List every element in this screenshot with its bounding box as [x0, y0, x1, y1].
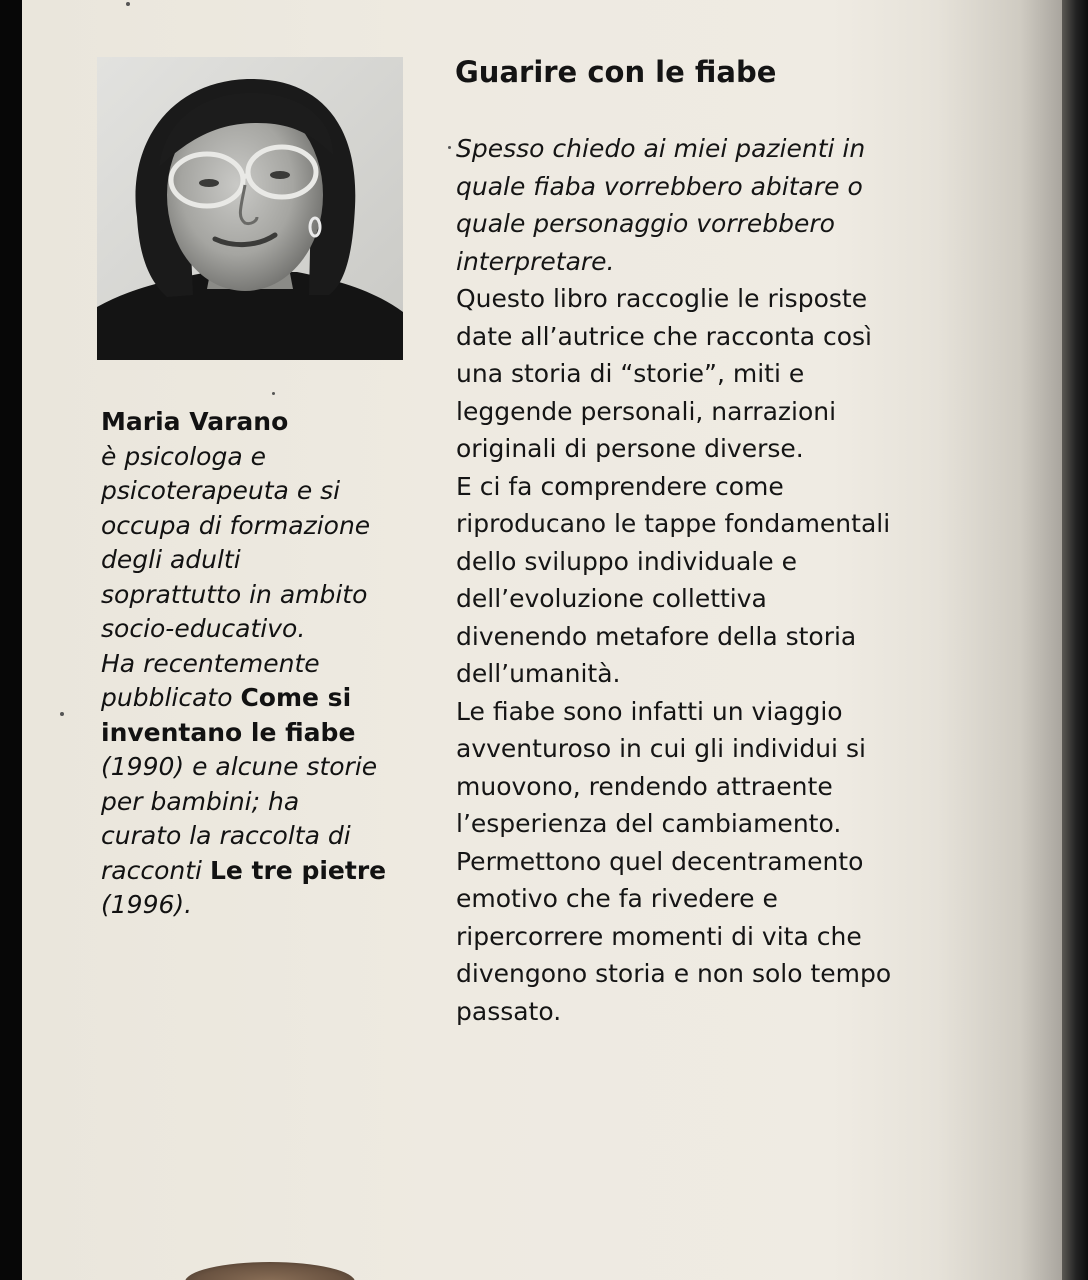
- blurb: [456, 130, 1016, 1030]
- bio-line: occupa di formazione: [101, 510, 371, 540]
- body-line: l’esperienza del cambiamento.: [456, 809, 842, 838]
- bio-line: [101, 854, 421, 889]
- bio-line: Ha recentemente: [101, 648, 320, 678]
- body-line: dell’umanità.: [456, 659, 621, 688]
- book-title-heading: Guarire con le fiabe: [455, 55, 777, 89]
- book-title: inventano le fiabe: [101, 717, 356, 747]
- intro-line: quale fiaba vorrebbero abitare o: [456, 171, 863, 201]
- book-title: Come si: [240, 683, 352, 712]
- intro-line: Spesso chiedo ai miei pazienti in: [456, 134, 866, 163]
- bio-line: è psicologa e: [101, 441, 266, 471]
- bio-text: pubblicato: [101, 683, 241, 712]
- bio-line: per bambini; ha: [101, 786, 300, 816]
- dust-speck: [60, 712, 64, 716]
- book-title: Le tre pietre: [209, 855, 387, 885]
- scan-left-edge: [0, 0, 22, 1280]
- body-line: avventuroso in cui gli individui si: [456, 734, 866, 763]
- body-line: divengono storia e non solo tempo: [456, 959, 892, 988]
- body-line: leggende personali, narrazioni: [456, 396, 837, 426]
- body-line: riproducano le tappe fondamentali: [456, 509, 891, 538]
- bio-line: (1996).: [101, 890, 193, 919]
- body-line: Permettono quel decentramento: [456, 846, 864, 876]
- body-line: ripercorrere momenti di vita che: [456, 921, 862, 951]
- dust-speck: [448, 146, 451, 149]
- body-line: E ci fa comprendere come: [456, 471, 784, 501]
- intro-line: interpretare.: [456, 246, 615, 276]
- bio-line: psicoterapeuta e si: [101, 476, 341, 505]
- bio-text: racconti: [101, 855, 210, 885]
- body-line: date all’autrice che racconta così: [456, 321, 872, 351]
- book-spine-shadow: [1062, 0, 1088, 1280]
- body-line: passato.: [456, 996, 562, 1026]
- body-line: originali di persone diverse.: [456, 434, 804, 463]
- body-line: emotivo che fa rivedere e: [456, 884, 778, 913]
- body-line: dell’evoluzione collettiva: [456, 584, 767, 613]
- body-line: Questo libro raccoglie le risposte: [456, 284, 868, 313]
- bio-line: degli adulti: [101, 545, 241, 574]
- body-line: dello sviluppo individuale e: [456, 546, 797, 576]
- body-line: divenendo metafore della storia: [456, 621, 857, 651]
- dust-speck: [272, 392, 275, 395]
- body-line: Le fiabe sono infatti un viaggio: [456, 696, 843, 726]
- author-photo: [97, 57, 403, 360]
- author-name: Maria Varano: [101, 407, 289, 436]
- bio-line: socio-educativo.: [101, 614, 306, 643]
- body-line: una storia di “storie”, miti e: [456, 359, 805, 388]
- bio-line: curato la raccolta di: [101, 821, 351, 850]
- bio-line: (1990) e alcune storie: [101, 752, 378, 781]
- author-bio: [101, 405, 421, 923]
- bio-line: [101, 681, 421, 716]
- intro-line: quale personaggio vorrebbero: [456, 209, 835, 238]
- bio-line: soprattutto in ambito: [101, 579, 368, 609]
- body-line: muovono, rendendo attraente: [456, 771, 833, 801]
- dust-speck: [126, 2, 130, 6]
